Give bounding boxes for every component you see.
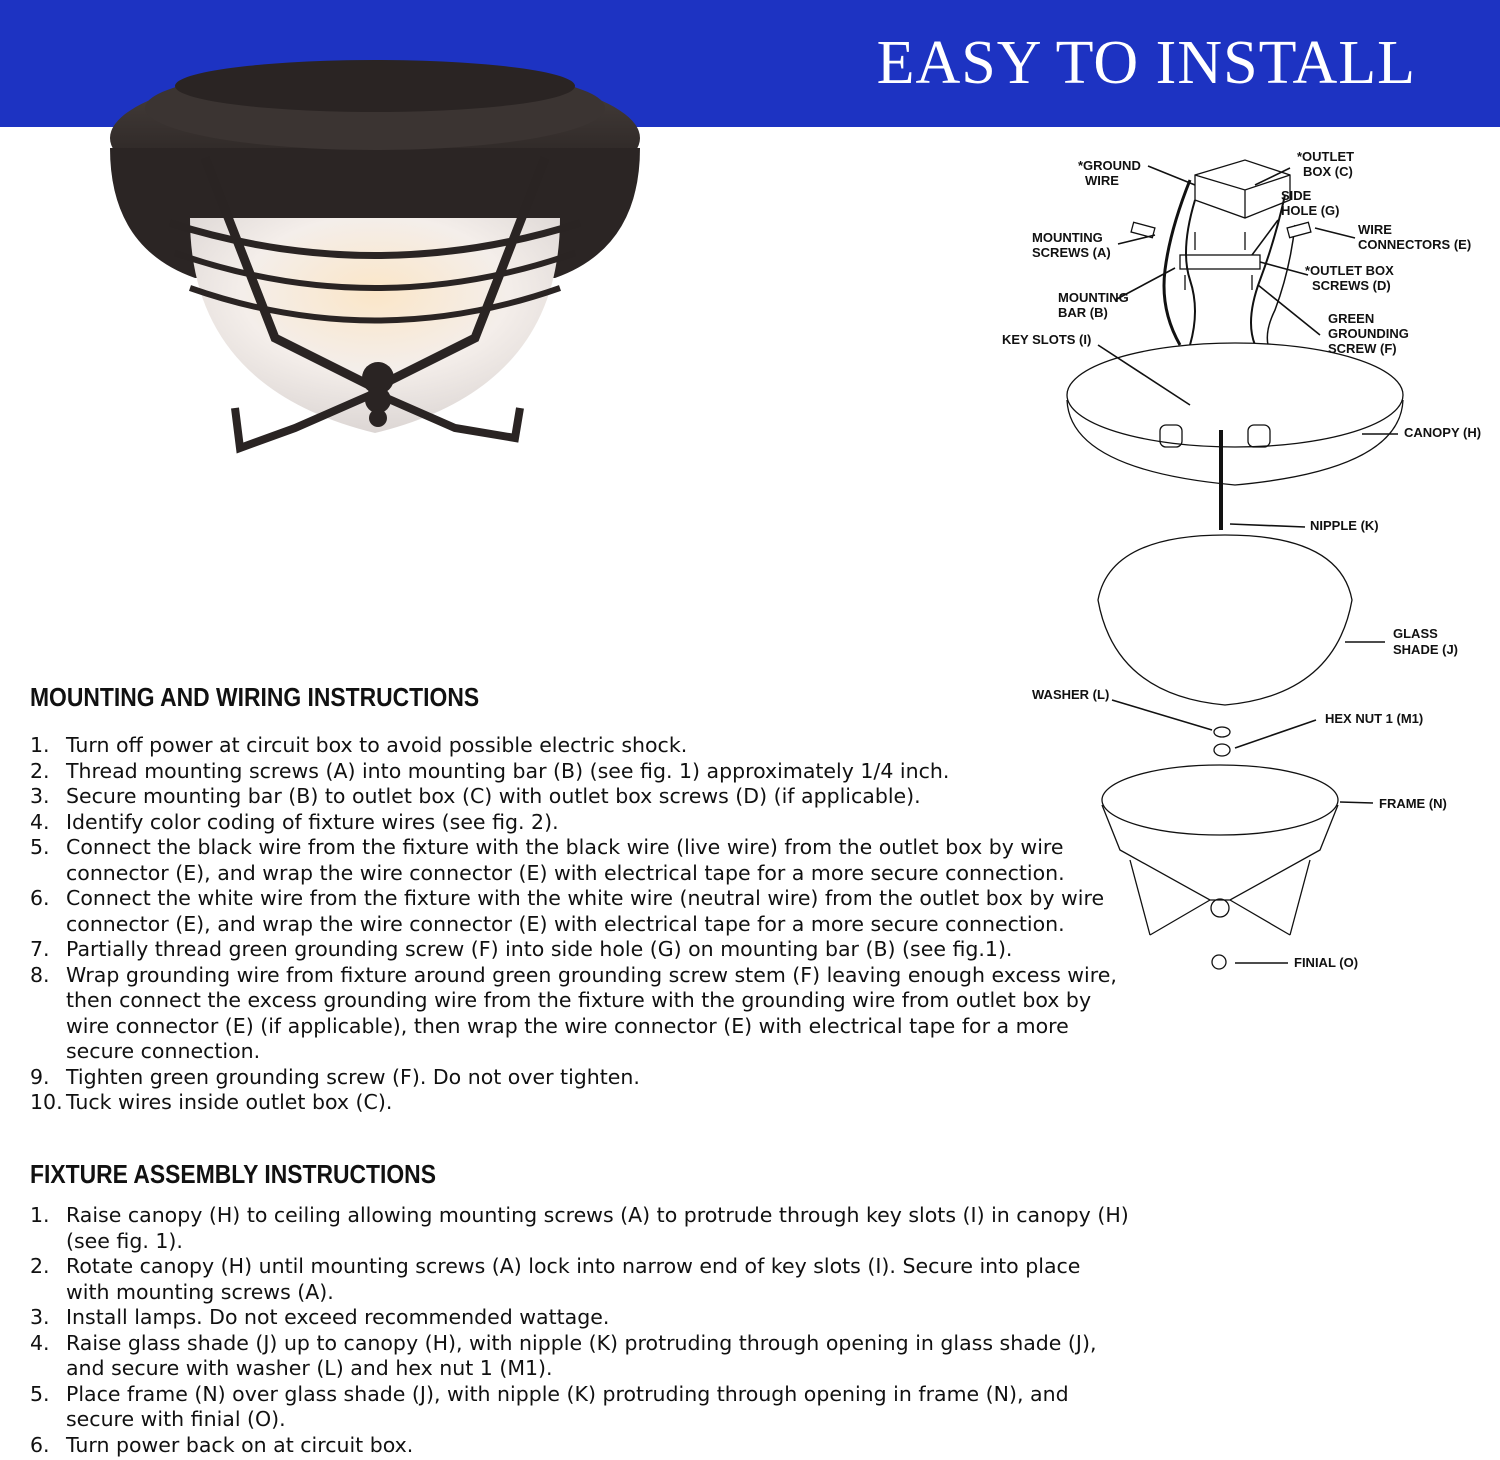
list-item: 3. Secure mounting bar (B) to outlet box (C) with outlet box screws (D) (if applicable). [30,784,921,808]
diagram-label: GREEN [1328,311,1375,326]
diagram-label: MOUNTING [1032,230,1103,245]
diagram-label: HEX NUT 1 (M1) [1325,711,1424,726]
product-photo [95,48,675,468]
list-item: 6. Connect the white wire from the fixture with the white wire (neutral wire) from the outlet box by wire connector (E), and wrap the wire connector (E) with electrical tape for a more secure connection. [30,886,1105,936]
diagram-label: GLASS [1393,626,1438,641]
list-item: 2. Thread mounting screws (A) into mounting bar (B) (see fig. 1) approximately 1/4 inch. [30,758,950,783]
diagram-label: FRAME (N) [1379,796,1447,811]
diagram-label: *OUTLET [1297,149,1355,164]
diagram-label: GROUNDING [1328,326,1409,341]
list-item: 3. Install lamps. Do not exceed recommended wattage. [30,1305,610,1329]
list-item: 4. Raise glass shade (J) up to canopy (H), with nipple (K) protruding through opening in glass shade (J), and secure with washer (L) and hex nut 1 (M1). [30,1330,1097,1380]
list-item: 5. Place frame (N) over glass shade (J), with nipple (K) protruding through opening in frame (N), and secure with finial (O). [30,1381,1069,1431]
list-item: 6. Turn power back on at circuit box. [30,1432,414,1457]
list-item: 8. Wrap grounding wire from fixture around green grounding screw stem (F) leaving enough excess wire, then connect the excess grounding wire from the fixture with the grounding wire from outlet box by wire connector (E) (if applicable), then wrap the wire connector (E) with electrical tape for a more secure connection. [30,962,1117,1063]
diagram-label: SCREW (F) [1328,341,1397,356]
list-item: 1. Raise canopy (H) to ceiling allowing mounting screws (A) to protrude through key slots (I) in canopy (H) (see fig. 1). [30,1203,1129,1253]
glass-shade-shape [1098,535,1352,705]
diagram-label: KEY SLOTS (I) [1002,332,1092,347]
list-item: 4. Identify color coding of fixture wires (see fig. 2). [30,809,559,834]
diagram-label: NIPPLE (K) [1310,518,1379,533]
diagram-label: CONNECTORS (E) [1358,237,1472,252]
diagram-label: SHADE (J) [1393,642,1459,657]
list-item: 1. Turn off power at circuit box to avoid possible electric shock. [30,733,688,757]
diagram-label: WASHER (L) [1032,687,1110,702]
diagram-label: *OUTLET BOX [1305,263,1394,278]
list-item: 2. Rotate canopy (H) until mounting screws (A) lock into narrow end of key slots (I). Secure into place with mounting screws (A). [30,1254,1081,1304]
diagram-label: CANOPY (H) [1404,425,1482,440]
frame-shape [1102,765,1338,835]
list-item: 7. Partially thread green grounding screw (F) into side hole (G) on mounting bar (B) (see fig.1). [30,937,1013,961]
mounting-heading: MOUNTING AND WIRING INSTRUCTIONS [30,682,480,712]
diagram-label: *GROUND [1078,158,1141,173]
diagram-label: SIDE [1281,188,1312,203]
diagram-label: BAR (B) [1058,305,1108,320]
diagram-label: WIRE [1085,173,1119,188]
diagram-label: FINIAL (O) [1294,955,1359,970]
list-item: 9. Tighten green grounding screw (F). Do not over tighten. [30,1064,640,1089]
diagram-label: SCREWS (A) [1032,245,1111,260]
list-item: 10. Tuck wires inside outlet box (C). [30,1090,393,1114]
diagram-label: SCREWS (D) [1312,278,1391,293]
banner-title: EASY TO INSTALL [876,29,1416,97]
diagram-label: MOUNTING [1058,290,1129,305]
diagram-label: BOX (C) [1303,164,1353,179]
diagram-label: WIRE [1358,222,1392,237]
diagram-label: HOLE (G) [1281,203,1340,218]
list-item: 5. Connect the black wire from the fixture with the black wire (live wire) from the outlet box by wire connector (E), and wrap the wire connector (E) with electrical tape for a more secure connection. [30,835,1065,885]
mounting-steps [30,733,1130,1116]
mounting-bar-shape [1180,255,1260,269]
assembly-steps [30,1203,1130,1458]
assembly-heading: FIXTURE ASSEMBLY INSTRUCTIONS [30,1159,436,1189]
